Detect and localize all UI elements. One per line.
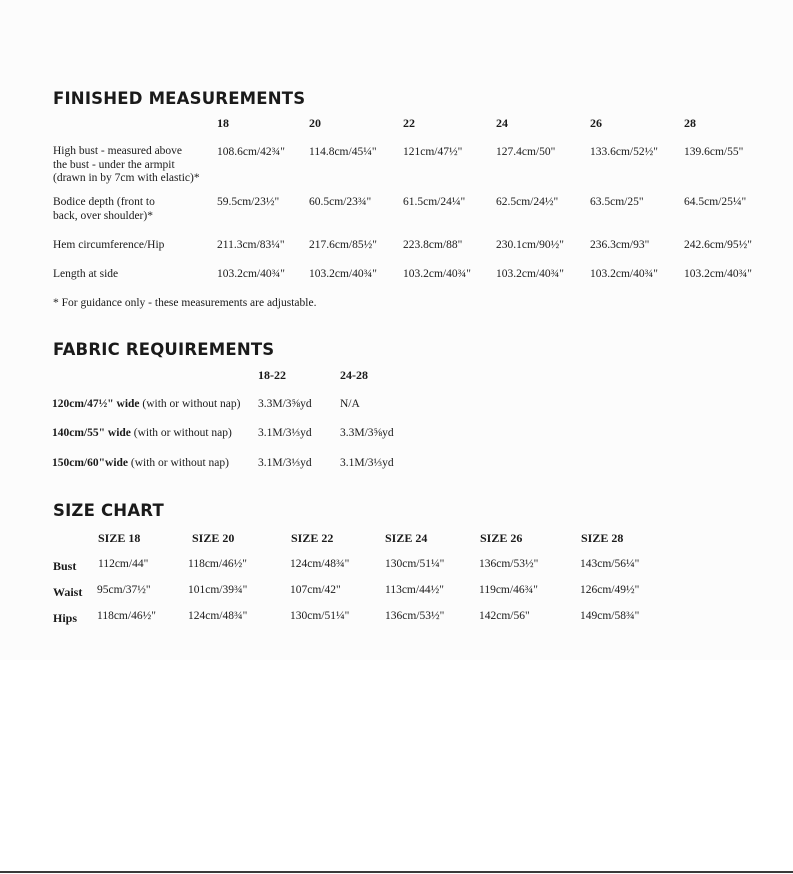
- finished-cell: 236.3cm/93": [590, 239, 650, 251]
- finished-cell: 103.2cm/40¾": [684, 268, 752, 280]
- finished-cell: 108.6cm/42¾": [217, 146, 285, 158]
- fabric-cell: 3.1M/3⅓yd: [340, 457, 394, 469]
- finished-cell: 242.6cm/95½": [684, 239, 752, 251]
- finished-row-label: [53, 196, 155, 223]
- finished-size-header: 20: [309, 116, 321, 130]
- size-chart-cell: 130cm/51¼": [385, 558, 445, 570]
- finished-cell: 127.4cm/50": [496, 146, 556, 158]
- size-chart-cell: 126cm/49½": [580, 584, 640, 596]
- fabric-requirements-heading: FABRIC REQUIREMENTS: [53, 340, 275, 359]
- fabric-cell: N/A: [340, 398, 360, 410]
- size-chart-cell: 136cm/53½": [385, 610, 445, 622]
- finished-measurements-heading: FINISHED MEASUREMENTS: [53, 89, 306, 108]
- size-chart-cell: 101cm/39¾": [188, 584, 248, 596]
- size-chart-cell: 118cm/46½": [188, 558, 247, 570]
- finished-cell: 62.5cm/24½": [496, 196, 559, 208]
- fabric-cell: 3.3M/3⅝yd: [258, 398, 312, 410]
- finished-cell: 63.5cm/25": [590, 196, 644, 208]
- label-line: (drawn in by 7cm with elastic)*: [53, 172, 200, 184]
- size-chart-cell: 124cm/48¾": [290, 558, 350, 570]
- finished-footnote: * For guidance only - these measurements are adjustable.: [53, 297, 317, 309]
- fabric-nap-note: (with or without nap): [130, 427, 232, 439]
- finished-cell: 103.2cm/40¾": [496, 268, 564, 280]
- label-line: back, over shoulder)*: [53, 209, 153, 222]
- label-line: High bust - measured above: [53, 145, 183, 157]
- size-chart-column-header: SIZE 26: [480, 531, 523, 545]
- size-chart-column-header: SIZE 20: [192, 531, 235, 545]
- fabric-cell: 3.3M/3⅝yd: [340, 427, 394, 439]
- finished-cell: 64.5cm/25¼": [684, 196, 747, 208]
- finished-cell: 217.6cm/85½": [309, 239, 377, 251]
- label-line: Hem circumference/Hip: [53, 239, 165, 251]
- size-chart-row-label: Waist: [53, 585, 83, 599]
- fabric-width: 150cm/60"wide: [52, 457, 129, 469]
- finished-size-header: 26: [590, 116, 602, 130]
- fabric-row-label: [52, 427, 232, 439]
- finished-cell: 114.8cm/45¼": [309, 146, 377, 158]
- size-chart-cell: 119cm/46¾": [479, 584, 538, 596]
- fabric-nap-note: (with or without nap): [139, 398, 241, 410]
- label-line: Length at side: [53, 268, 119, 280]
- finished-row-label: [53, 268, 118, 282]
- finished-cell: 211.3cm/83¼": [217, 239, 285, 251]
- finished-cell: 223.8cm/88": [403, 239, 463, 251]
- bottom-rule: [0, 871, 793, 873]
- size-chart-cell: 136cm/53½": [479, 558, 539, 570]
- finished-cell: 61.5cm/24¼": [403, 196, 466, 208]
- fabric-column-header: 18-22: [258, 368, 286, 382]
- size-chart-cell: 142cm/56": [479, 610, 530, 622]
- fabric-cell: 3.1M/3⅓yd: [258, 427, 312, 439]
- finished-cell: 121cm/47½": [403, 146, 463, 158]
- fabric-width: 120cm/47½" wide: [52, 398, 140, 410]
- size-chart-cell: 95cm/37½": [97, 584, 151, 596]
- size-chart-column-header: SIZE 24: [385, 531, 428, 545]
- fabric-width: 140cm/55" wide: [52, 427, 131, 439]
- size-chart-cell: 107cm/42": [290, 584, 341, 596]
- size-chart-cell: 124cm/48¾": [188, 610, 248, 622]
- finished-cell: 133.6cm/52½": [590, 146, 658, 158]
- finished-row-label: [53, 145, 200, 186]
- size-chart-cell: 130cm/51¼": [290, 610, 350, 622]
- finished-size-header: 18: [217, 116, 229, 130]
- finished-cell: 60.5cm/23¾": [309, 196, 372, 208]
- fabric-row-label: [52, 398, 240, 410]
- size-chart-column-header: SIZE 22: [291, 531, 334, 545]
- finished-cell: 103.2cm/40¾": [403, 268, 471, 280]
- finished-row-label: [53, 239, 164, 253]
- size-chart-column-header: SIZE 18: [98, 531, 141, 545]
- label-line: Bodice depth (front to: [53, 196, 155, 208]
- finished-cell: 103.2cm/40¾": [217, 268, 285, 280]
- size-chart-column-header: SIZE 28: [581, 531, 624, 545]
- fabric-column-header: 24-28: [340, 368, 368, 382]
- size-chart-cell: 113cm/44½": [385, 584, 444, 596]
- finished-cell: 59.5cm/23½": [217, 196, 280, 208]
- size-chart-cell: 118cm/46½": [97, 610, 156, 622]
- size-chart-row-label: Bust: [53, 559, 77, 573]
- finished-size-header: 28: [684, 116, 696, 130]
- finished-cell: 103.2cm/40¾": [309, 268, 377, 280]
- finished-size-header: 24: [496, 116, 508, 130]
- finished-cell: 103.2cm/40¾": [590, 268, 658, 280]
- fabric-cell: 3.1M/3⅓yd: [258, 457, 312, 469]
- size-chart-cell: 112cm/44": [98, 558, 149, 570]
- size-chart-cell: 149cm/58¾": [580, 610, 640, 622]
- size-chart-row-label: Hips: [53, 611, 78, 625]
- finished-cell: 139.6cm/55": [684, 146, 744, 158]
- fabric-row-label: [52, 457, 229, 469]
- size-chart-heading: SIZE CHART: [53, 501, 164, 520]
- finished-size-header: 22: [403, 116, 415, 130]
- size-chart-cell: 143cm/56¼": [580, 558, 640, 570]
- finished-cell: 230.1cm/90½": [496, 239, 564, 251]
- fabric-nap-note: (with or without nap): [128, 457, 229, 469]
- label-line: the bust - under the armpit: [53, 158, 175, 171]
